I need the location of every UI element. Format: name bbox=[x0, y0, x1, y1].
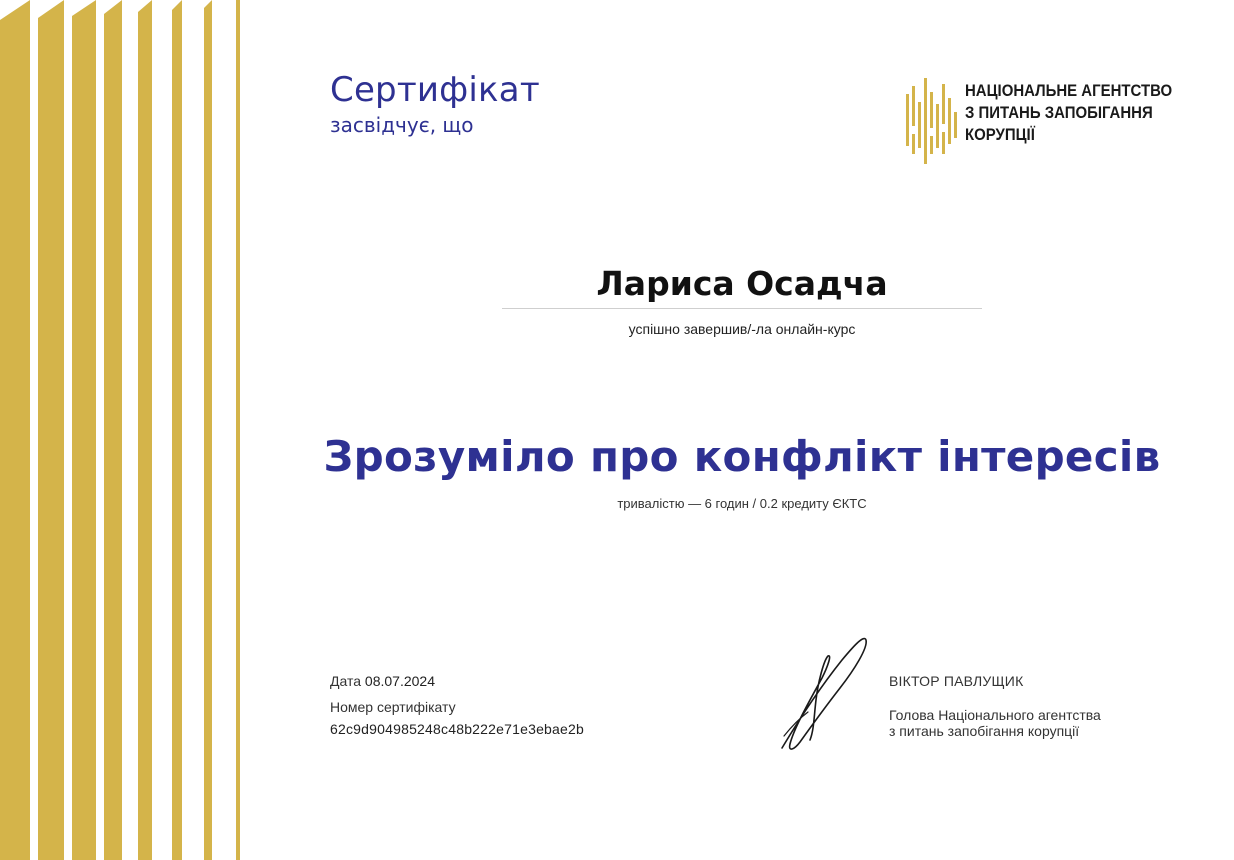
logo-text-line: З ПИТАНЬ ЗАПОБІГАННЯ bbox=[965, 103, 1153, 122]
course-title: Зрозуміло про конфлікт інтересів bbox=[323, 432, 1161, 481]
logo-text-line: НАЦІОНАЛЬНЕ АГЕНТСТВО bbox=[965, 81, 1173, 100]
certificate-number-value: 62c9d904985248c48b222e71e3ebae2b bbox=[330, 721, 584, 737]
signer-block bbox=[889, 673, 1101, 739]
certificate-title: Сертифікат bbox=[330, 70, 540, 110]
recipient-name: Лариса Осадча bbox=[596, 264, 888, 303]
logo-text-line: КОРУПЦІЇ bbox=[965, 125, 1035, 144]
nazk-logo bbox=[905, 74, 1175, 166]
date-value: 08.07.2024 bbox=[364, 673, 435, 689]
signature-icon bbox=[770, 630, 880, 755]
signer-role-line: Голова Національного агентства bbox=[889, 707, 1101, 723]
signer-name: ВІКТОР ПАВЛУЩИК bbox=[889, 673, 1024, 689]
logo-text bbox=[965, 80, 1172, 146]
certificate-number-label: Номер сертифікату bbox=[330, 699, 456, 715]
completion-text: успішно завершив/-ла онлайн-курс bbox=[628, 321, 856, 337]
date-row bbox=[330, 672, 584, 690]
decorative-gold-stripes bbox=[0, 0, 250, 860]
certificate-meta bbox=[330, 672, 584, 738]
certificate-header bbox=[330, 70, 540, 138]
logo-mark-icon bbox=[905, 74, 957, 166]
course-duration: тривалістю — 6 годин / 0.2 кредиту ЄКТС bbox=[617, 496, 867, 511]
signer-role-line: з питань запобігання корупції bbox=[889, 723, 1080, 739]
name-underline bbox=[502, 308, 982, 309]
date-label: Дата bbox=[330, 673, 362, 689]
certificate-subtitle: засвідчує, що bbox=[330, 113, 474, 137]
signer-role bbox=[889, 707, 1101, 739]
